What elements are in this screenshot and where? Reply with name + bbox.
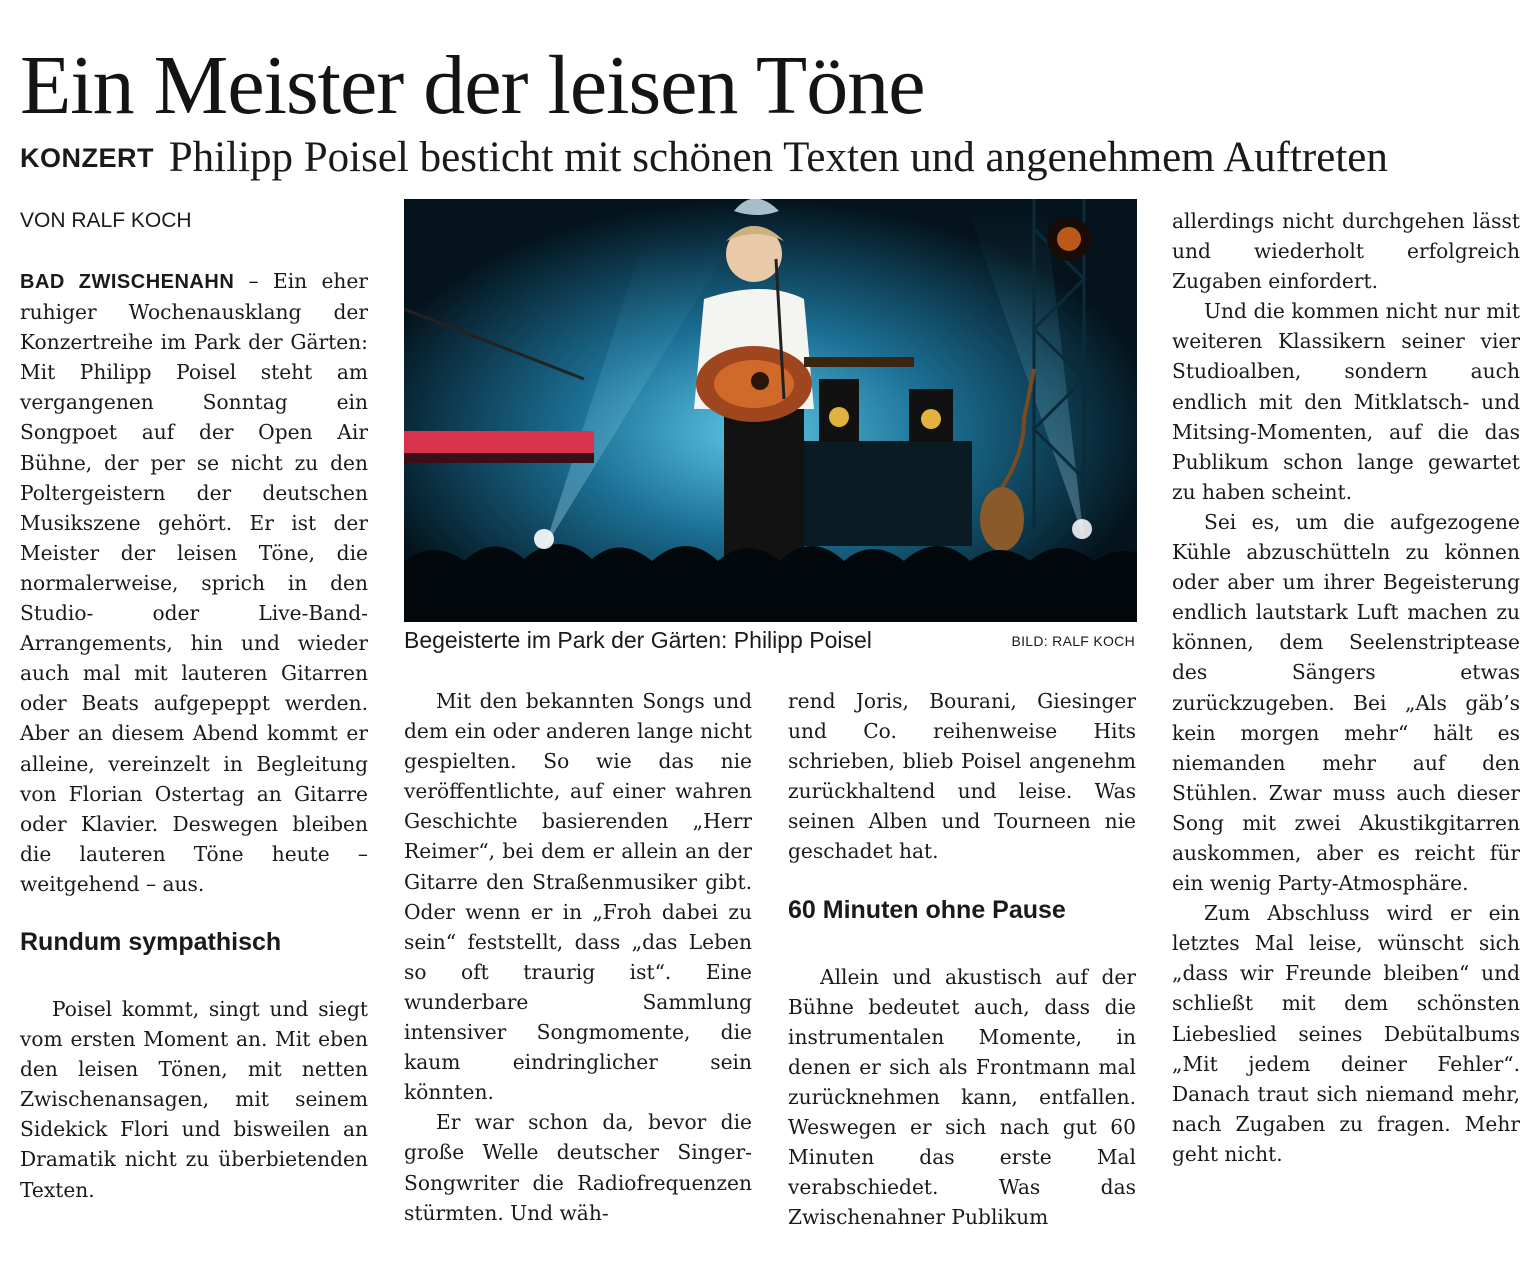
- lead-text: – Ein eher ruhiger Wochenausklang der Konzertreihe im Park der Gärten: Mit Philipp Poisel steht am vergangenen Sonntag ein Songpoet auf der Open Air Bühne, der per se nicht zu den Poltergeistern der deutschen Musikszene gehört. Er ist der Meister der leisen Töne, die normalerweise, sprich in den Studio- oder Live-Band-Arrangements, hin und wieder auch mal mit lauteren Gitarren oder Beats aufgepeppt werden. Aber an diesem Abend kommt er alleine, vereinzelt in Begleitung von Florian Ostertag an Gitarre oder Klavier. Deswegen bleiben die lauteren Töne heute – weitgehend – aus.: [20, 269, 368, 896]
- subheading-60-minuten-ohne-pause: 60 Minuten ohne Pause: [788, 895, 1066, 924]
- byline: VON RALF KOCH: [20, 209, 192, 232]
- paragraph: Mit den bekannten Songs und dem ein oder anderen lange nicht gespielten. So wie das nie veröffentlichte, auf einer wahren Geschichte basierenden „Herr Reimer“, bei dem er allein an der Gitarre den Straßenmusiker gibt. Oder wenn er in „Froh dabei zu sein“ feststellt, dass „das Leben so oft traurig ist“. Eine wunderbare Sammlung intensiver Songmomente, die kaum eindringlicher sein könnten.: [404, 689, 752, 1105]
- caption-text: Begeisterte im Park der Gärten: Philipp Poisel: [404, 627, 872, 653]
- concert-photo: [404, 199, 1137, 622]
- column-1: [20, 266, 368, 1205]
- photo-caption: [404, 624, 1137, 656]
- paragraph: Und die kommen nicht nur mit weiteren Klassikern seiner vier Studioalben, sondern auch endlich mit den Mitklatsch- und Mitsing-Momenten, auf die das Publikum schon lange gewartet zu haben scheint.: [1172, 299, 1520, 504]
- subheadline-text: Philipp Poisel besticht mit schönen Texten und angenehmem Auftreten: [168, 134, 1388, 181]
- paragraph: Er war schon da, bevor die große Welle deutscher Singer-Songwriter die Radiofrequenzen stürmten. Und wäh-: [404, 1110, 752, 1225]
- kicker: KONZERT: [20, 143, 154, 173]
- column-2: [404, 686, 752, 1228]
- headline: Ein Meister der leisen Töne: [20, 39, 925, 132]
- column-4: [1172, 206, 1520, 1169]
- paragraph: allerdings nicht durchgehen lässt und wiederholt erfolgreich Zugaben einfordert.: [1172, 209, 1520, 294]
- paragraph: Poisel kommt, singt und siegt vom ersten Moment an. Mit eben den leisen Tönen, mit netten Zwischenansagen, mit seinem Sidekick Flori und bisweilen an Dramatik nicht zu überbietenden Texten.: [20, 996, 368, 1202]
- photo-credit: BILD: RALF KOCH: [1011, 633, 1135, 649]
- paragraph: Allein und akustisch auf der Bühne bedeutet auch, dass die instrumentalen Momente, in denen er sich als Frontmann mal zurücknehmen kann, entfallen. Weswegen er sich nach gut 60 Minuten das erste Mal verabschiedet. Was das Zwischenahner Publikum: [788, 964, 1136, 1230]
- paragraph: rend Joris, Bourani, Giesinger und Co. reihenweise Hits schrieben, blieb Poisel angenehm zurückhaltend und leise. Was seinen Alben und Tourneen nie geschadet hat.: [788, 689, 1136, 864]
- dateline-place: BAD ZWISCHENAHN: [20, 271, 235, 293]
- stage-illustration: [404, 199, 1137, 622]
- paragraph: Zum Abschluss wird er ein letztes Mal leise, wünscht sich „dass wir Freunde bleiben“ und schließt mit dem schönsten Liebeslied seines Debütalbums „Mit jedem deiner Fehler“. Danach traut sich niemand mehr, nach Zugaben zu fragen. Mehr geht nicht.: [1172, 901, 1520, 1166]
- paragraph: Sei es, um die aufgezogene Kühle abzuschütteln zu können oder aber um ihrer Begeisterung endlich lautstark Luft machen zu können, dem Seelenstriptease des Sängers etwas zurückzugeben. Bei „Als gäb’s kein morgen mehr“ hält es niemanden mehr auf den Stühlen. Zwar muss auch dieser Song mit zwei Akustikgitarren auskommen, aber es reicht für ein wenig Party-Atmosphäre.: [1172, 509, 1520, 896]
- column-3: [788, 686, 1136, 1232]
- subheading-rundum-sympathisch: Rundum sympathisch: [20, 927, 282, 956]
- lead-paragraph: [20, 266, 368, 899]
- subheadline: [20, 132, 1388, 184]
